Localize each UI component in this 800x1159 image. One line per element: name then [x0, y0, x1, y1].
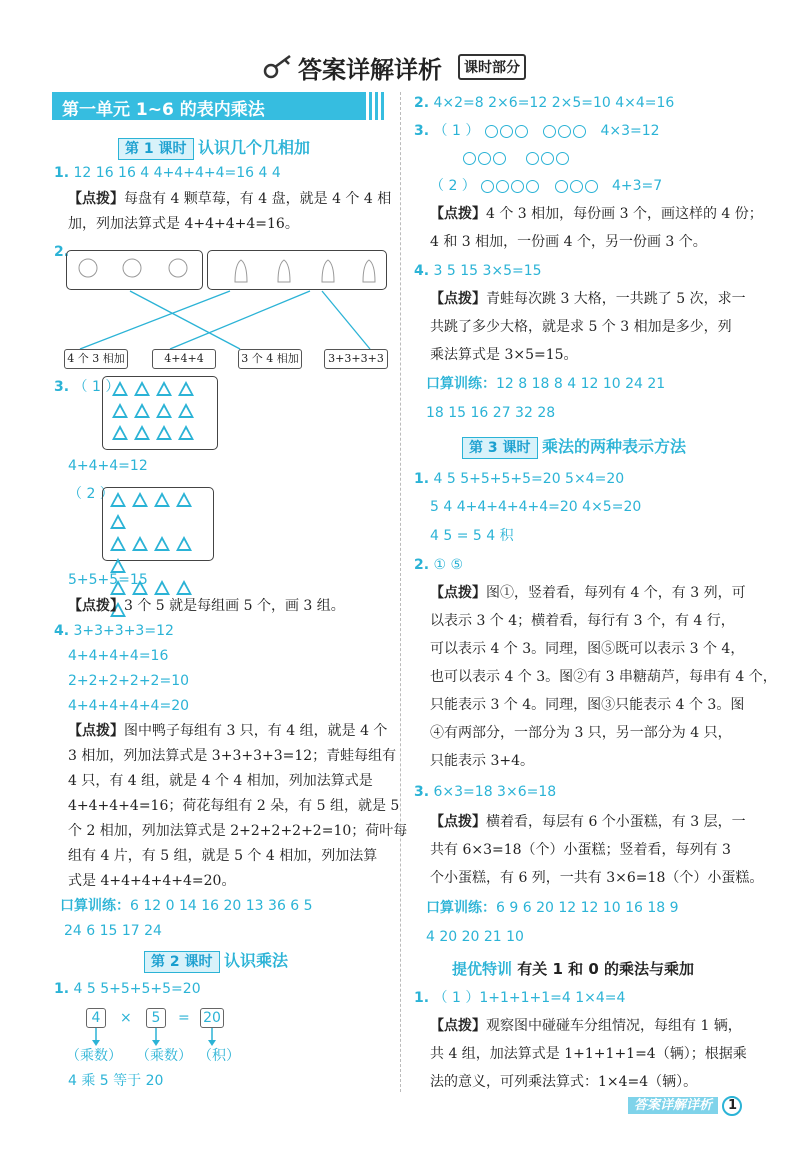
tip-text: 共跳了多少大格，就是求 5 个 3 相加是多少，列 — [430, 319, 732, 335]
tip-line — [430, 289, 746, 309]
product-box: 20 — [200, 1008, 224, 1028]
q-number: 1. — [54, 981, 70, 997]
tip-text: 4 和 3 相加，一份画 4 个，另一份画 3 个。 — [430, 234, 707, 250]
answer: 4 5 = 5 4 积 — [430, 528, 514, 544]
tip-text: 4+4+4+4=16；荷花每组有 2 朵，有 5 组，就是 5 — [68, 798, 400, 814]
tip-line — [430, 204, 763, 224]
special-title: 有关 1 和 0 的乘法与乘加 — [517, 960, 695, 978]
q-number: 1. — [414, 990, 430, 1006]
answer: 4+3=7 — [611, 178, 663, 194]
tip-text: 横着看，每层有 6 个小蛋糕，有 3 层，一 — [486, 814, 746, 830]
tip-line — [430, 583, 746, 603]
footer-label: 答案详解详析 — [628, 1097, 718, 1114]
factor-box: 4 — [86, 1008, 106, 1028]
drill-values: 6 12 0 14 16 20 13 36 6 5 — [130, 898, 313, 914]
plant-icon — [235, 260, 375, 282]
special-heading — [452, 958, 694, 979]
answer: 3+3+3+3=12 — [73, 623, 174, 639]
drill-values: 18 15 16 27 32 28 — [426, 405, 556, 421]
q-number: 2. — [414, 557, 430, 573]
drill-values: 12 8 18 8 4 12 10 24 21 — [496, 376, 666, 392]
l3-q2 — [414, 555, 463, 575]
l2-q3 — [414, 121, 660, 141]
tip-text: 共有 6×3=18（个）小蛋糕；竖着看，每列有 3 — [430, 842, 731, 858]
answer: 4×2=8 2×6=12 2×5=10 4×4=16 — [433, 95, 675, 111]
header — [262, 48, 542, 88]
lesson2-heading — [144, 948, 288, 973]
eq2: 5+5+5=15 — [68, 572, 148, 588]
tip-text: 加，列加法算式是 4+4+4+4=16。 — [68, 216, 299, 232]
times-sign: × — [120, 1010, 132, 1026]
circles — [484, 123, 529, 139]
l3-q3 — [414, 782, 556, 802]
tip-text: 乘法算式是 3×5=15。 — [430, 347, 578, 363]
answer: （ 1 ）1+1+1+1=4 1×4=4 — [433, 990, 626, 1006]
equals-sign: = — [178, 1010, 190, 1026]
sp-q1 — [414, 988, 625, 1008]
answer: 4+4+4+4+4=20 — [68, 698, 190, 714]
tip-text: 也可以表示 4 个 3。图②有 3 串糖葫芦，每串有 4 个， — [430, 669, 777, 685]
q-number: 3. — [54, 379, 70, 395]
strawberry-icon — [79, 259, 187, 277]
part-label: （ 2 ） — [68, 486, 114, 502]
tip-text: 法的意义，可列乘法算式：1×4=4（辆）。 — [430, 1074, 698, 1090]
tip-label: 【点拨】 — [430, 206, 486, 222]
drill-label: 口算训练： — [426, 376, 496, 392]
tip-text: 图①，竖着看，每列有 4 个，有 3 列，可 — [486, 585, 746, 601]
header-title: 答案详解详析 — [298, 56, 442, 84]
drill-values: 4 20 20 21 10 — [426, 929, 524, 945]
answer: ① ⑤ — [433, 557, 464, 573]
column-divider — [400, 92, 401, 1092]
lesson2-box: 第 2 课时 — [144, 951, 220, 973]
tip-text: 以表示 3 个 4；横着看，每行有 3 个，有 4 行， — [430, 613, 735, 629]
drill-values: 24 6 15 17 24 — [64, 923, 162, 939]
part-label: （ 1 ） — [73, 379, 120, 395]
option-box: 4+4+4 — [152, 349, 216, 369]
tip-text: 每盘有 4 颗草莓，有 4 盘，就是 4 个 4 相 — [124, 191, 392, 207]
tip-label: 【点拨】 — [430, 1018, 486, 1034]
l1-q3-tip — [68, 596, 345, 616]
page-number: 1 — [722, 1096, 742, 1116]
q-number: 3. — [414, 784, 430, 800]
tip-text: 只能表示 3+4。 — [430, 753, 534, 769]
tip-text: 图中鸭子每组有 3 只，有 4 组，就是 4 个 — [124, 723, 388, 739]
label-multiplier: （乘数） — [66, 1048, 122, 1064]
answer: 3 5 15 3×5=15 — [433, 263, 542, 279]
tip-text: 只能表示 3 个 4。同理，图③只能表示 4 个 3。图 — [430, 697, 745, 713]
tip-text: 青蛙每次跳 3 大格，一共跳了 5 次，求一 — [486, 291, 746, 307]
answer: 4×3=12 — [600, 123, 660, 139]
q-number: 2. — [414, 95, 430, 111]
label-multiplier: （乘数） — [136, 1048, 192, 1064]
l1-q1 — [54, 163, 281, 183]
lesson3-box: 第 3 课时 — [462, 437, 538, 459]
tip-line — [68, 721, 387, 741]
tip-line — [430, 1016, 742, 1036]
option-box: 4 个 3 相加 — [64, 349, 128, 369]
part-label: （ 1 ） — [433, 123, 480, 139]
special-label: 提优特训 — [452, 960, 513, 978]
answer: 5 4 4+4+4+4+4=20 4×5=20 — [430, 499, 642, 515]
matching-lines — [60, 252, 400, 352]
drill-label: 口算训练： — [426, 900, 496, 916]
drill — [426, 898, 679, 918]
triangle-grid-1 — [102, 376, 218, 450]
tip-label: 【点拨】 — [430, 585, 486, 601]
drill — [426, 374, 665, 394]
tip-text: ④有两部分，一部分为 3 只，另一部分为 4 只， — [430, 725, 732, 741]
key-icon — [262, 52, 296, 80]
q-number: 2. — [54, 244, 70, 260]
part-label: （ 2 ） — [430, 178, 476, 194]
banner-stripes — [366, 92, 386, 120]
tip-label: 【点拨】 — [68, 191, 124, 207]
l1-q1-tip-1 — [68, 189, 391, 209]
l1-q4 — [54, 621, 174, 641]
header-tag: 课时部分 — [458, 54, 526, 80]
tip-label: 【点拨】 — [68, 598, 124, 614]
tip-text: 组有 4 片，有 5 组，就是 5 个 4 相加，列加法算 — [68, 848, 378, 864]
triangle-icon — [112, 381, 128, 396]
tip-text: 4 只，有 4 组，就是 4 个 4 相加，列加法算式是 — [68, 773, 373, 789]
q-number: 4. — [414, 263, 430, 279]
q-number: 4. — [54, 623, 70, 639]
lesson1-title: 认识几个几相加 — [197, 138, 310, 157]
option-box: 3 个 4 相加 — [238, 349, 302, 369]
label-product: （积） — [198, 1048, 240, 1064]
eq1: 4+4+4=12 — [68, 458, 148, 474]
answer: 4 5 5+5+5+5=20 5×4=20 — [433, 471, 625, 487]
l2-q2 — [414, 93, 674, 113]
option-box: 3+3+3+3 — [324, 349, 388, 369]
answer: 4 5 5+5+5+5=20 — [73, 981, 201, 997]
answer: 12 16 16 4 4+4+4+4=16 4 4 — [73, 165, 281, 181]
tip-text: 个小蛋糕，有 6 列，一共有 3×6=18（个）小蛋糕。 — [430, 870, 764, 886]
unit-title: 第一单元 1~6 的表内乘法 — [62, 100, 265, 120]
reading: 4 乘 5 等于 20 — [68, 1073, 164, 1089]
q-number: 3. — [414, 123, 430, 139]
tip-text: 3 相加，列加法算式是 3+3+3+3=12；青蛙每组有 — [68, 748, 397, 764]
unit-banner — [52, 92, 386, 120]
l2-q3-p2 — [430, 176, 662, 196]
circles-row — [462, 148, 570, 168]
tip-text: 式是 4+4+4+4+4=20。 — [68, 873, 236, 889]
answer: 6×3=18 3×6=18 — [433, 784, 557, 800]
lesson1-heading — [118, 135, 310, 160]
l2-q4 — [414, 261, 542, 281]
triangle-grid-2 — [102, 487, 214, 561]
tip-text: 观察图中碰碰车分组情况，每组有 1 辆， — [486, 1018, 742, 1034]
factor-box: 5 — [146, 1008, 166, 1028]
tip-text: 3 个 5 就是每组画 5 个，画 3 组。 — [124, 598, 345, 614]
answer: 4+4+4+4=16 — [68, 648, 169, 664]
lesson3-title: 乘法的两种表示方法 — [541, 437, 686, 456]
tip-line — [430, 812, 746, 832]
drill-values: 6 9 6 20 12 12 10 16 18 9 — [496, 900, 679, 916]
l2-q1 — [54, 979, 201, 999]
tip-text: 可以表示 4 个 3。同理，图⑤既可以表示 3 个 4， — [430, 641, 745, 657]
drill-label: 口算训练： — [60, 898, 130, 914]
answer: 2+2+2+2+2=10 — [68, 673, 190, 689]
footer — [628, 1094, 742, 1116]
lesson1-box: 第 1 课时 — [118, 138, 194, 160]
tip-text: 共 4 组，加法算式是 1+1+1+1=4（辆）；根据乘 — [430, 1046, 747, 1062]
lesson2-title: 认识乘法 — [223, 951, 288, 970]
tip-label: 【点拨】 — [430, 814, 486, 830]
tip-label: 【点拨】 — [430, 291, 486, 307]
drill — [60, 896, 313, 916]
q-number: 1. — [414, 471, 430, 487]
tip-text: 4 个 3 相加，每份画 3 个，画这样的 4 份； — [486, 206, 763, 222]
l1-q1-tip-2 — [68, 214, 299, 234]
q-number: 1. — [54, 165, 70, 181]
tip-label: 【点拨】 — [68, 723, 124, 739]
lesson3-heading — [462, 434, 686, 459]
l3-q1 — [414, 469, 624, 489]
tip-text: 个 2 相加，列加法算式是 2+2+2+2+2=10；荷叶每 — [68, 823, 408, 839]
arrows — [80, 1028, 240, 1048]
